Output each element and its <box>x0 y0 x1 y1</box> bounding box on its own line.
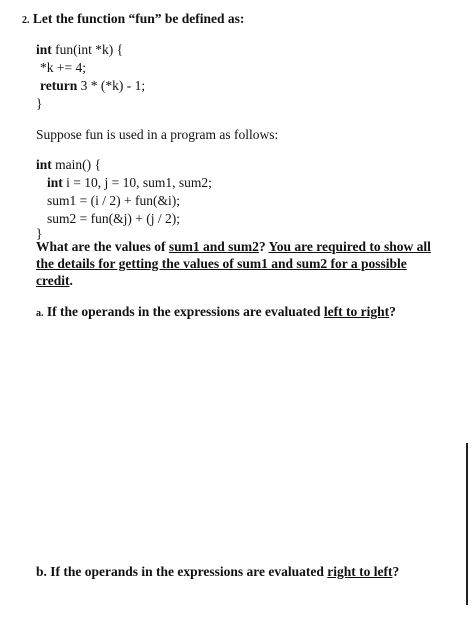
part-b-order: right to left <box>327 564 393 579</box>
part-a-order: left to right <box>323 304 390 319</box>
prompt-requirement-2: the details for getting the values of sum1 and sum2 for a possible <box>36 256 407 271</box>
vertical-divider <box>466 443 468 605</box>
main-signature-rest: main() { <box>51 157 101 172</box>
part-a-qmark: ? <box>389 304 396 319</box>
part-b-letter: b. <box>36 564 47 579</box>
main-line-1 <box>47 174 212 191</box>
int-keyword: int <box>36 157 52 172</box>
fun-signature <box>36 41 123 58</box>
part-a-text: If the operands in the expressions are evaluated <box>43 304 324 319</box>
main-line-3: sum2 = fun(&j) + (j / 2); <box>47 211 180 226</box>
main-declarations: i = 10, j = 10, sum1, sum2; <box>62 175 212 190</box>
prompt-period: . <box>69 273 73 288</box>
part-b-text: If the operands in the expressions are evaluated <box>46 564 328 579</box>
prompt-requirement-3: credit <box>36 273 70 288</box>
fun-body-line-2 <box>40 77 145 94</box>
return-keyword: return <box>40 78 78 93</box>
part-b <box>36 563 399 580</box>
fun-return-rest: 3 * (*k) - 1; <box>77 78 146 93</box>
prompt-line-1 <box>36 238 431 255</box>
question-heading <box>22 10 244 29</box>
part-a-letter: a. <box>36 308 44 319</box>
main-line-2: sum1 = (i / 2) + fun(&i); <box>47 193 180 208</box>
prompt-lead: What are the values of <box>36 239 169 254</box>
main-signature <box>36 156 101 173</box>
question-intro: Let the function “fun” be defined as: <box>32 11 245 26</box>
prompt-vars: sum1 and sum2 <box>168 239 259 254</box>
question-number: 2. <box>22 15 30 26</box>
fun-body-line-1: *k += 4; <box>40 60 86 75</box>
fun-signature-rest: fun(int *k) { <box>51 42 124 57</box>
int-keyword: int <box>47 175 63 190</box>
fun-close-brace: } <box>36 96 43 111</box>
part-b-qmark: ? <box>392 564 400 579</box>
prompt-requirement-1: You are required to show all <box>268 239 431 254</box>
prompt-qmark: ? <box>258 239 269 254</box>
int-keyword: int <box>36 42 52 57</box>
prompt-line-3 <box>36 272 73 289</box>
part-a <box>36 303 396 322</box>
main-close-brace: } <box>36 226 43 241</box>
usage-intro: Suppose fun is used in a program as follows: <box>36 127 279 142</box>
